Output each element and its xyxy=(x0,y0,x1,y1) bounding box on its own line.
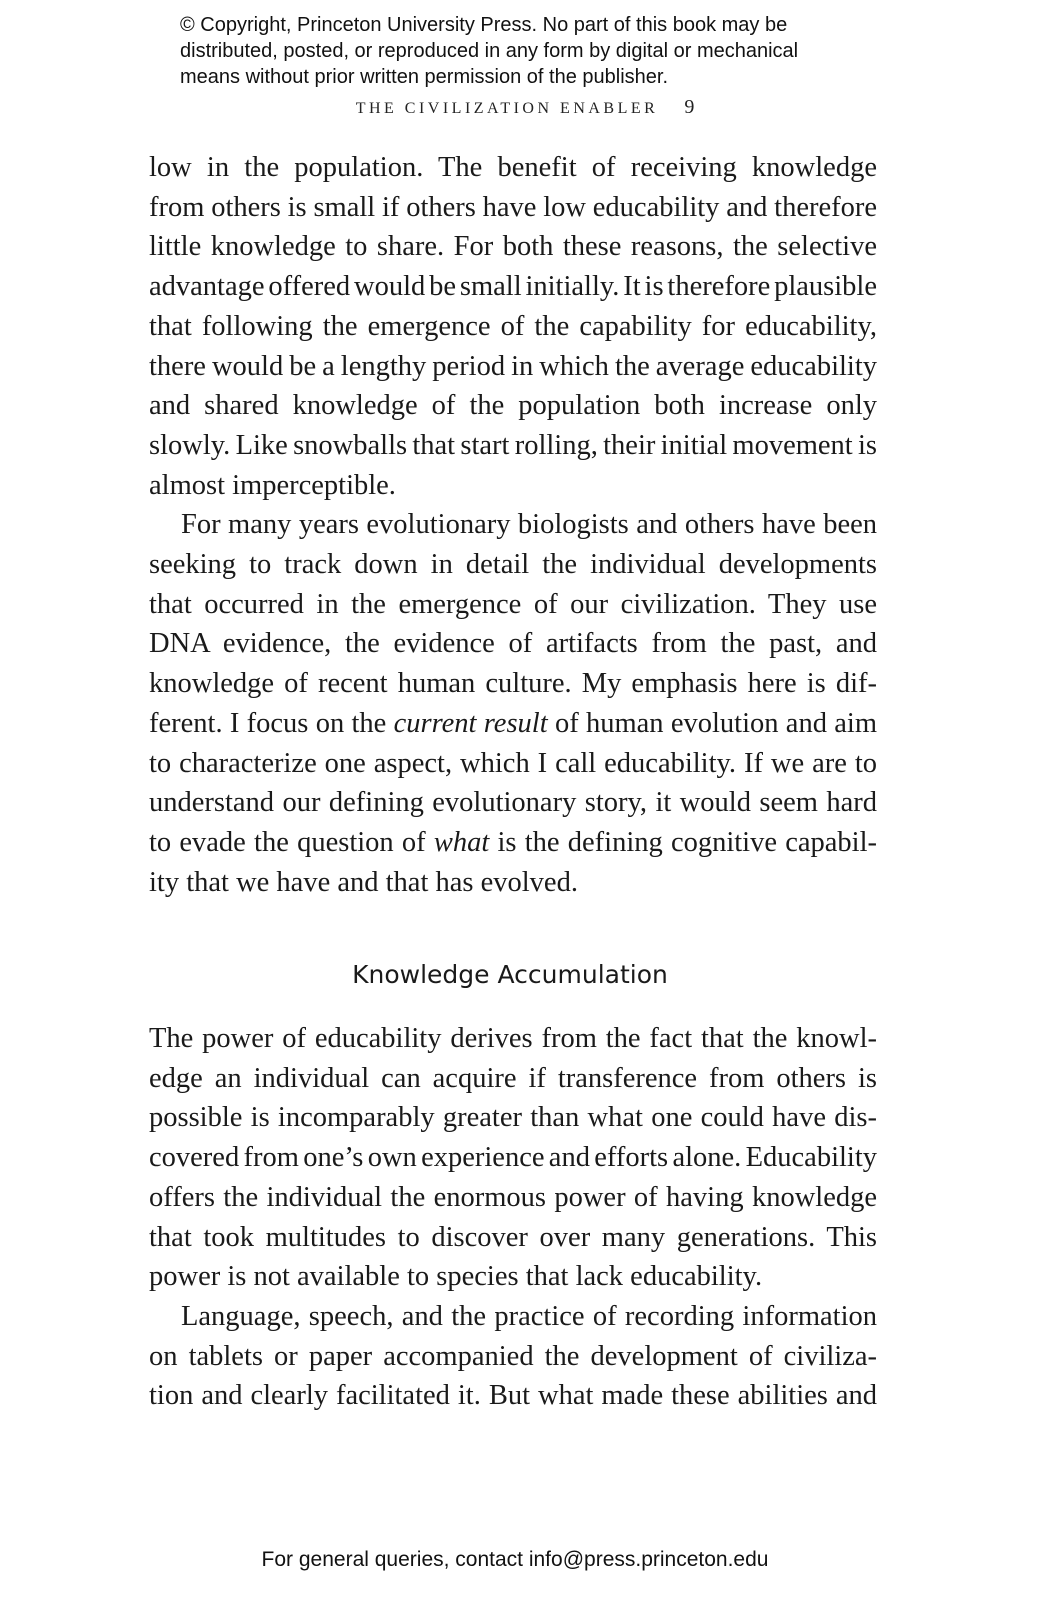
text-line: low in the population. The benefit of receiving knowledge xyxy=(149,152,877,183)
paragraph xyxy=(149,505,877,902)
running-head-title: THE CIVILIZATION ENABLER xyxy=(355,100,659,117)
footer-contact: For general queries, contact info@press.princeton.edu xyxy=(261,1548,769,1571)
copyright-line: means without prior written permission of the publisher. xyxy=(180,66,669,88)
emphasis: current result xyxy=(393,707,548,739)
text-line: that occurred in the emergence of our civilization. They use xyxy=(149,588,877,620)
copyright-line: distributed, posted, or reproduced in any form by digital or mechanical xyxy=(180,40,799,62)
text-line: The power of educability derives from the fact that the knowl- xyxy=(149,1023,877,1054)
body-text-bottom xyxy=(149,1019,877,1416)
text-segment: to evade the question of xyxy=(149,826,434,858)
text-segment: of human evolution and aim xyxy=(547,707,877,739)
copyright-line: © Copyright, Princeton University Press. No part of this book may be xyxy=(180,14,788,36)
body-text-top xyxy=(149,148,877,902)
text-line: that following the emergence of the capability for educability, xyxy=(149,310,877,342)
text-line: DNA evidence, the evidence of artifacts from the past, and xyxy=(149,628,877,660)
paragraph xyxy=(149,148,877,505)
text-line: on tablets or paper accompanied the development of civiliza- xyxy=(149,1340,877,1372)
text-line: ity that we have and that has evolved. xyxy=(149,866,578,898)
text-line: offers the individual the enormous power of having knowledge xyxy=(149,1181,877,1213)
text-line: to characterize one aspect, which I call educability. If we are to xyxy=(149,747,877,779)
text-line: For many years evolutionary biologists and others have been xyxy=(181,509,877,541)
text-line: covered from one’s own experience and efforts alone. Educability xyxy=(149,1142,877,1174)
emphasis: what xyxy=(433,826,490,858)
text-line: knowledge of recent human culture. My emphasis here is dif- xyxy=(149,668,877,700)
text-line: from others is small if others have low educability and therefore xyxy=(149,191,877,223)
text-line: that took multitudes to discover over many generations. This xyxy=(149,1221,877,1253)
text-line: slowly. Like snowballs that start rolling, their initial movement is xyxy=(149,429,877,461)
page-number: 9 xyxy=(684,96,695,118)
text-line: tion and clearly facilitated it. But what made these abilities and xyxy=(149,1380,877,1412)
text-line: there would be a lengthy period in which the average educability xyxy=(149,350,877,382)
text-line: almost imperceptible. xyxy=(149,469,396,501)
text-line: and shared knowledge of the population both increase only xyxy=(149,390,877,422)
text-line: advantage offered would be small initially. It is therefore plausible xyxy=(149,271,877,303)
section-heading: Knowledge Accumulation xyxy=(352,960,668,989)
text-segment: ferent. I focus on the xyxy=(149,707,394,739)
text-line: possible is incomparably greater than what one could have dis- xyxy=(149,1102,877,1134)
text-line xyxy=(149,704,877,744)
text-line: Language, speech, and the practice of recording information xyxy=(181,1300,877,1332)
text-line xyxy=(149,823,877,863)
text-line: little knowledge to share. For both these reasons, the selective xyxy=(149,231,877,263)
text-line: edge an individual can acquire if transference from others is xyxy=(149,1062,877,1094)
running-head xyxy=(0,96,1050,119)
text-line: seeking to track down in detail the individual developments xyxy=(149,549,877,581)
paragraph xyxy=(149,1019,877,1297)
text-line: power is not available to species that lack educability. xyxy=(149,1261,763,1293)
paragraph xyxy=(149,1297,877,1416)
text-segment: is the defining cognitive capabil- xyxy=(489,826,877,858)
text-line: understand our defining evolutionary story, it would seem hard xyxy=(149,787,877,819)
copyright-notice xyxy=(180,12,880,90)
